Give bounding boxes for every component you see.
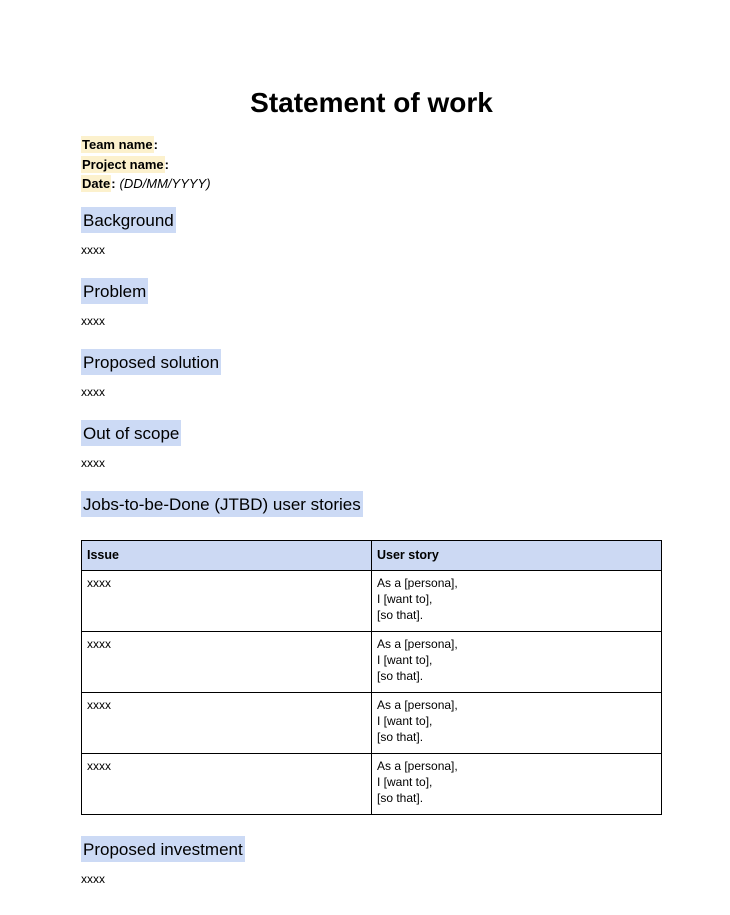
user-story-line: [so that]. bbox=[377, 790, 424, 805]
user-story-line: I [want to], bbox=[377, 774, 433, 789]
team-name-line bbox=[81, 135, 662, 155]
project-name-line bbox=[81, 155, 662, 175]
column-header-issue: Issue bbox=[82, 540, 372, 570]
issue-cell: xxxx bbox=[82, 692, 372, 753]
user-story-line: I [want to], bbox=[377, 652, 433, 667]
section-body-background: xxxx bbox=[81, 242, 105, 257]
table-row bbox=[82, 570, 662, 631]
user-story-line: I [want to], bbox=[377, 713, 433, 728]
user-story-cell bbox=[372, 570, 662, 631]
user-story-line: [so that]. bbox=[377, 607, 424, 622]
section-heading-proposed-investment-text: Proposed investment bbox=[81, 836, 245, 862]
section-heading-proposed-investment bbox=[81, 837, 662, 863]
issue-cell: xxxx bbox=[82, 631, 372, 692]
meta-block bbox=[81, 135, 662, 194]
document-content bbox=[81, 0, 662, 886]
user-story-cell bbox=[372, 753, 662, 814]
date-line bbox=[81, 174, 662, 194]
section-heading-problem bbox=[81, 279, 662, 305]
column-header-user-story: User story bbox=[372, 540, 662, 570]
project-name-label: Project name bbox=[82, 156, 164, 172]
section-heading-background-text: Background bbox=[81, 207, 176, 233]
user-story-line: I [want to], bbox=[377, 591, 433, 606]
issue-cell: xxxx bbox=[82, 570, 372, 631]
section-heading-proposed-solution bbox=[81, 350, 662, 376]
section-body-out-of-scope: xxxx bbox=[81, 455, 105, 470]
document-title: Statement of work bbox=[250, 87, 493, 118]
user-story-cell bbox=[372, 692, 662, 753]
team-name-label: Team name bbox=[82, 137, 153, 152]
user-story-line: As a [persona], bbox=[377, 758, 458, 773]
jtbd-table bbox=[81, 540, 662, 815]
table-header-row bbox=[82, 540, 662, 570]
section-heading-problem-text: Problem bbox=[81, 278, 148, 304]
table-row bbox=[82, 631, 662, 692]
section-body-proposed-investment: xxxx bbox=[81, 871, 105, 886]
user-story-line: As a [persona], bbox=[377, 697, 458, 712]
table-row bbox=[82, 753, 662, 814]
user-story-cell bbox=[372, 631, 662, 692]
date-placeholder: (DD/MM/YYYY) bbox=[119, 176, 211, 191]
user-story-line: [so that]. bbox=[377, 668, 424, 683]
section-heading-out-of-scope bbox=[81, 421, 662, 447]
user-story-line: [so that]. bbox=[377, 729, 424, 744]
date-label: Date bbox=[82, 176, 111, 191]
section-heading-out-of-scope-text: Out of scope bbox=[81, 420, 181, 446]
section-heading-proposed-solution-text: Proposed solution bbox=[81, 349, 221, 375]
project-name-colon: : bbox=[164, 156, 169, 172]
section-heading-jtbd-text: Jobs-to-be-Done (JTBD) user stories bbox=[81, 491, 363, 517]
date-colon: : bbox=[111, 176, 116, 191]
section-heading-jtbd bbox=[81, 492, 662, 518]
section-body-problem: xxxx bbox=[81, 313, 105, 328]
jtbd-table-body bbox=[82, 570, 662, 814]
team-name-colon: : bbox=[153, 137, 158, 152]
jtbd-table-head bbox=[82, 540, 662, 570]
table-row bbox=[82, 692, 662, 753]
user-story-line: As a [persona], bbox=[377, 575, 458, 590]
issue-cell: xxxx bbox=[82, 753, 372, 814]
section-body-proposed-solution: xxxx bbox=[81, 384, 105, 399]
user-story-line: As a [persona], bbox=[377, 636, 458, 651]
section-heading-background bbox=[81, 208, 662, 234]
